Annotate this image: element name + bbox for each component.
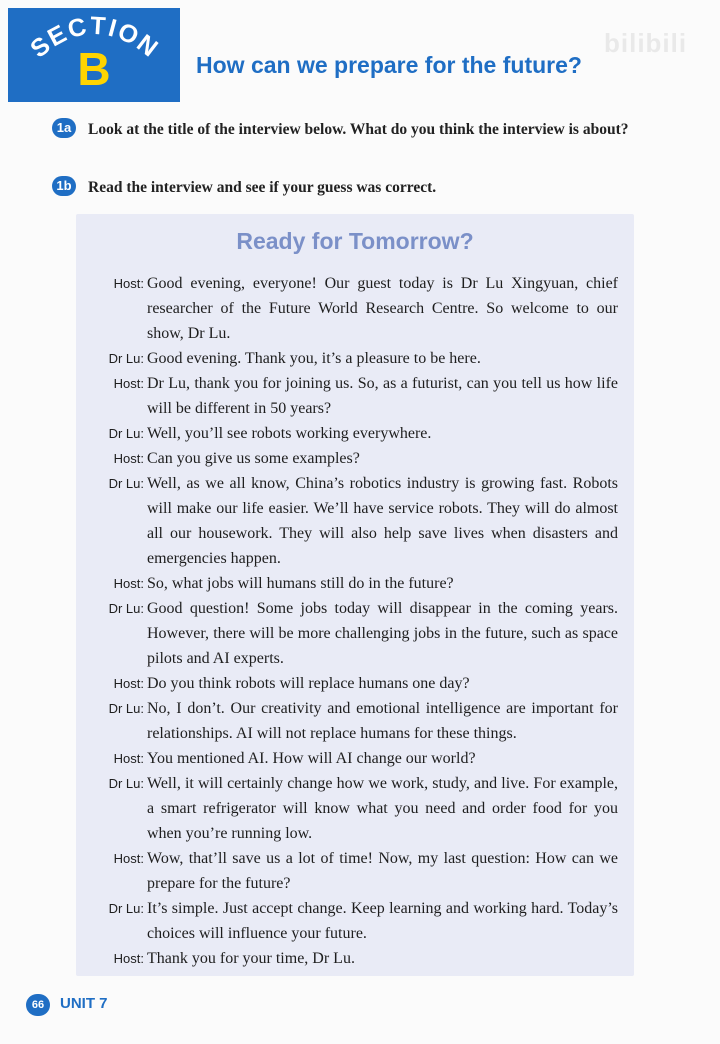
speaker-label: Host: <box>113 451 144 466</box>
section-word: SECTION <box>25 11 165 64</box>
dialogue-turn <box>98 746 618 771</box>
speaker-label: Host: <box>113 276 144 291</box>
speaker-label: Dr Lu: <box>108 351 144 366</box>
speaker-label: Host: <box>113 576 144 591</box>
speaker-label: Dr Lu: <box>108 776 144 791</box>
dialogue-turn <box>98 571 618 596</box>
dialogue-line: Thank you for your time, Dr Lu. <box>147 950 355 967</box>
speaker-label: Dr Lu: <box>108 601 144 616</box>
dialogue-line: So, what jobs will humans still do in the future? <box>147 575 454 592</box>
dialogue-line: Well, you’ll see robots working everywhere. <box>147 425 432 442</box>
task-1a <box>52 118 648 141</box>
section-badge <box>8 8 180 102</box>
dialogue-line: Well, as we all know, China’s robotics industry is growing fast. Robots will make our life easier. We’ll have service robots. They will do almost all our housework. They will also help save lives when disasters and emergencies happen. <box>147 475 618 567</box>
speaker-label: Host: <box>113 676 144 691</box>
dialogue-turn <box>98 671 618 696</box>
dialogue-line: It’s simple. Just accept change. Keep learning and working hard. Today’s choices will influence your future. <box>147 900 618 942</box>
dialogue-turn <box>98 846 618 896</box>
dialogue-line: Well, it will certainly change how we work, study, and live. For example, a smart refrigerator will know what you need and order food for you when you’re running low. <box>147 775 618 842</box>
task-number-badge: 1b <box>52 176 76 196</box>
page-number: 66 <box>26 994 50 1016</box>
dialogue-line: No, I don’t. Our creativity and emotional intelligence are important for relationships. AI will not replace humans for these things. <box>147 700 618 742</box>
dialogue-line: Good evening, everyone! Our guest today is Dr Lu Xingyuan, chief researcher of the Future World Research Centre. So welcome to our show, Dr Lu. <box>147 275 618 342</box>
dialogue-line: Can you give us some examples? <box>147 450 360 467</box>
task-1b <box>52 176 648 199</box>
speaker-label: Host: <box>113 951 144 966</box>
dialogue-turn <box>98 471 618 571</box>
dialogue-turn <box>98 346 618 371</box>
page-title: How can we prepare for the future? <box>196 52 582 78</box>
dialogue-turn <box>98 446 618 471</box>
speaker-label: Host: <box>113 376 144 391</box>
dialogue-turn <box>98 896 618 946</box>
speaker-label: Host: <box>113 751 144 766</box>
dialogue-turn <box>98 946 618 971</box>
speaker-label: Dr Lu: <box>108 476 144 491</box>
unit-label: UNIT 7 <box>60 995 108 1012</box>
section-letter: B <box>77 43 111 95</box>
dialogue-turn <box>98 371 618 421</box>
task-instruction: Read the interview and see if your guess was correct. <box>88 179 437 196</box>
interview-dialogue <box>98 271 618 971</box>
dialogue-turn <box>98 596 618 671</box>
dialogue-line: Wow, that’ll save us a lot of time! Now, my last question: How can we prepare for the future? <box>147 850 618 892</box>
dialogue-line: Do you think robots will replace humans one day? <box>147 675 470 692</box>
dialogue-line: Good evening. Thank you, it’s a pleasure to be here. <box>147 350 481 367</box>
dialogue-turn <box>98 271 618 346</box>
dialogue-line: Dr Lu, thank you for joining us. So, as a futurist, can you tell us how life will be different in 50 years? <box>147 375 618 417</box>
watermark: bilibili <box>604 28 688 58</box>
dialogue-line: You mentioned AI. How will AI change our world? <box>147 750 476 767</box>
task-number-badge: 1a <box>52 118 76 138</box>
reading-title: Ready for Tomorrow? <box>236 228 474 254</box>
dialogue-turn <box>98 421 618 446</box>
speaker-label: Dr Lu: <box>108 701 144 716</box>
reading-passage-box <box>76 214 634 976</box>
speaker-label: Dr Lu: <box>108 901 144 916</box>
dialogue-turn <box>98 771 618 846</box>
speaker-label: Dr Lu: <box>108 426 144 441</box>
dialogue-line: Good question! Some jobs today will disappear in the coming years. However, there will be more challenging jobs in the future, such as space pilots and AI experts. <box>147 600 618 667</box>
task-instruction: Look at the title of the interview below. What do you think the interview is about? <box>88 121 629 138</box>
dialogue-turn <box>98 696 618 746</box>
speaker-label: Host: <box>113 851 144 866</box>
